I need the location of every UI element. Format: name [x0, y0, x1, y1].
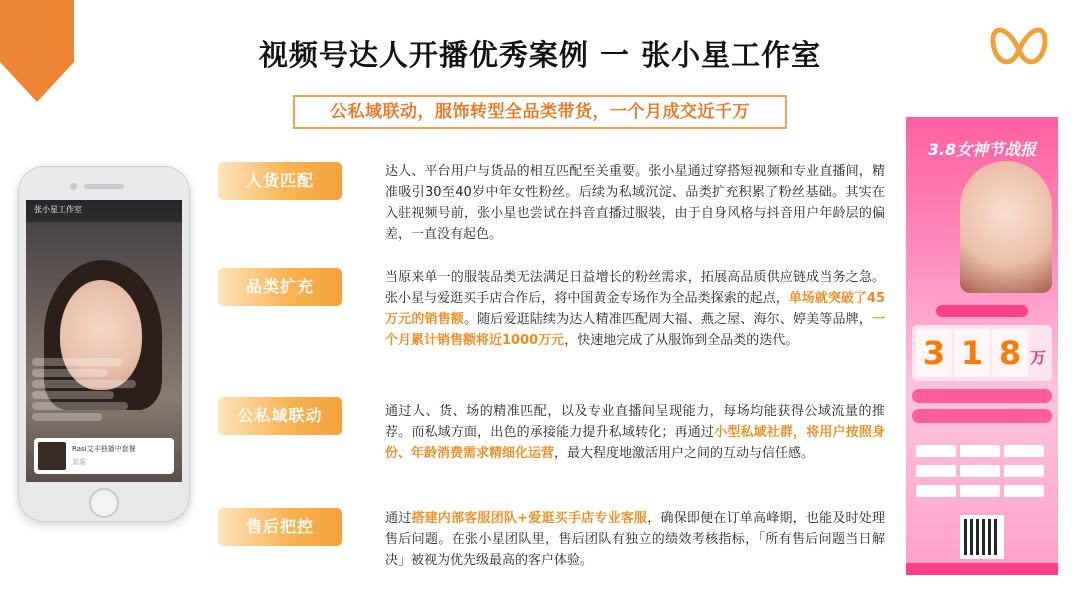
section-label-people-goods: 人货匹配: [218, 162, 342, 200]
page-subtitle: 公私域联动，服饰转型全品类带货，一个月成交近千万: [293, 95, 787, 129]
comment-item: [32, 413, 102, 421]
comment-list: [32, 358, 152, 424]
highlight-text: 一个月累计销售额将近1000万元: [385, 312, 885, 348]
section-text-people-goods: [385, 161, 885, 245]
body-text: 达人、平台用户与货品的相互匹配至关重要。张小星通过穿搭短视频和专业直播间，精准吸引30至40岁中年女性粉丝。后续为私域沉淀、品类扩充积累了粉丝基础。其实在入驻视频号前，张小星也尝试在抖音直播过服装，由于自身风格与抖音用户年龄层的偏差，一直没有起色。: [385, 164, 885, 242]
section-text-category: [385, 267, 885, 351]
brand-tile: [916, 485, 956, 497]
comment-item: [32, 369, 108, 377]
brand-tile: [1004, 445, 1044, 457]
section-label-after-sales: 售后把控: [218, 508, 342, 546]
product-info: [72, 444, 170, 467]
brand-tile: [960, 465, 1000, 477]
poster-digit: 1: [954, 329, 990, 377]
product-thumbnail: [38, 442, 66, 470]
livestream-screen: [26, 200, 182, 482]
brand-tile: [916, 465, 956, 477]
stream-header: [26, 200, 182, 222]
highlight-text: 小型私域社群，将用户按照身份、年龄消费需求精细化运营: [385, 425, 885, 461]
body-text: ，确保即便在订单高峰期，也能及时处理售后问题。在张小星团队里，售后团队有独立的绩效考核指标，「所有售后问题当日解决」被视为优先级最高的客户体验。: [385, 511, 885, 568]
phone-speaker: [84, 184, 124, 189]
body-text: ，最大程度地激活用户之间的互动与信任感。: [554, 446, 815, 461]
section-text-domain-linkage: [385, 401, 885, 464]
product-subtitle: 套装: [72, 458, 86, 466]
stream-title: 张小星工作室: [34, 205, 82, 214]
section-label-domain-linkage: 公私域联动: [218, 397, 342, 435]
poster-sales-figure: [912, 325, 1052, 381]
campaign-poster: [906, 117, 1058, 575]
poster-title: 3.8女神节战报: [927, 140, 1037, 159]
brand-tile: [960, 485, 1000, 497]
qr-code-icon: [960, 515, 1004, 559]
poster-footer: [906, 563, 1058, 575]
comment-item: [32, 402, 128, 410]
body-text: 当原来单一的服装品类无法满足日益增长的粉丝需求，拓展高品质供应链成当务之急。张小星与爱逛买手店合作后，将中国黄金专场作为全品类探索的起点，: [385, 270, 885, 306]
home-button: [89, 488, 119, 518]
poster-portrait: [960, 161, 1052, 293]
highlight-text: 单场就突破了45万元的销售额: [385, 291, 885, 327]
poster-unit: 万: [1030, 348, 1047, 367]
body-text: 通过人、货、场的精准匹配，以及专业直播间呈现能力，每场均能获得公域流量的推荐。而私域方面，出色的承接能力提升私域转化；再通过: [385, 404, 885, 440]
poster-stat-row: [912, 409, 1052, 423]
page-title: 视频号达人开播优秀案例 一 张小星工作室: [258, 38, 822, 72]
phone-camera: [70, 183, 77, 190]
brand-tile: [1004, 485, 1044, 497]
phone-mockup: [18, 166, 190, 522]
comment-item: [32, 358, 122, 366]
poster-banner: [936, 305, 1028, 317]
comment-item: [32, 391, 114, 399]
body-text: ，快速地完成了从服饰到全品类的迭代。: [564, 333, 799, 348]
poster-digit: 8: [992, 329, 1028, 377]
highlight-text: 搭建内部客服团队+爱逛买手店专业客服: [411, 511, 648, 526]
product-card[interactable]: [34, 438, 174, 474]
poster-brand-grid: [914, 443, 1050, 503]
body-text: 。随后爱逛陆续为达人精准匹配周大福、燕之屋、海尔、婷美等品牌，: [463, 312, 872, 327]
brand-tile: [960, 445, 1000, 457]
brand-tile: [916, 445, 956, 457]
poster-stat-row: [912, 389, 1052, 403]
brand-tile: [1004, 465, 1044, 477]
poster-digit: 3: [916, 329, 952, 377]
body-text: 通过: [385, 511, 412, 526]
section-text-after-sales: [385, 508, 885, 571]
section-label-category: 品类扩充: [218, 268, 342, 306]
comment-item: [32, 380, 136, 388]
product-title: Rasi艾丰独播中套餐: [72, 445, 136, 453]
